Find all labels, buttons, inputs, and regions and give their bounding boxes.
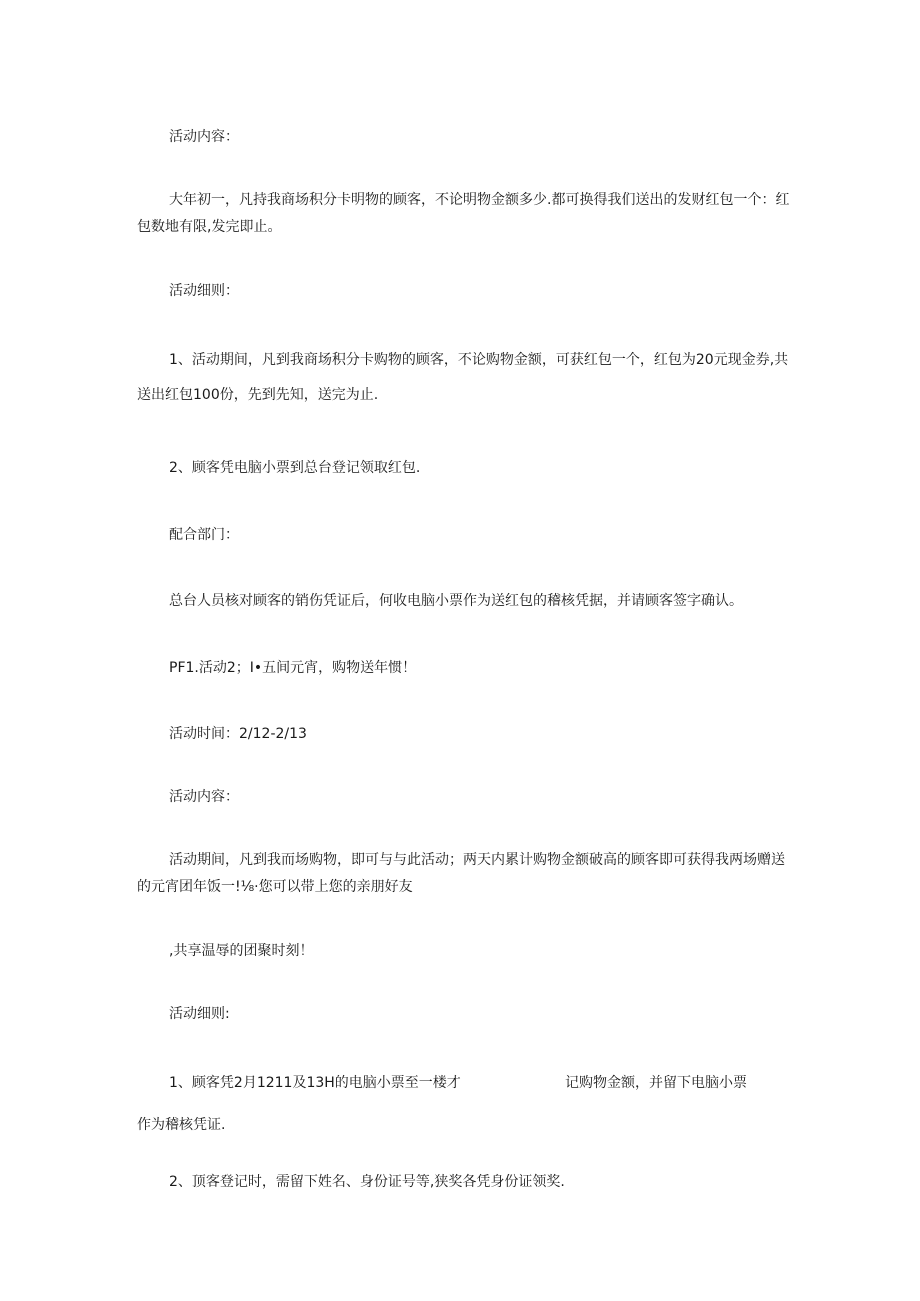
paragraph-line: 1、活动期间，凡到我商场积分卡购物的顾客，不论购物金额，可获红包一个，红包为20元现金券,共 <box>169 352 789 368</box>
section-heading-activity-content: 活动内容： <box>169 129 239 145</box>
paragraph-line: ,共享温辱的团聚时刻！ <box>169 943 314 959</box>
paragraph-line: 包数地有限,发完即止。 <box>137 219 282 235</box>
section-heading-activity-rules-2: 活动细则: <box>169 1006 230 1022</box>
paragraph-line: 的元宵团年饭一!⅛·您可以带上您的亲朋好友 <box>137 879 413 895</box>
paragraph-line: 送出红包100份，先到先知，送完为止. <box>137 387 379 403</box>
paragraph-line: 记购物金额，并留下电脑小票 <box>565 1075 747 1091</box>
paragraph-line: 2、顾客凭电脑小票到总台登记领取红包. <box>169 460 421 476</box>
section-heading-activity-content-2: 活动内容： <box>169 789 239 805</box>
paragraph-line: 2、顶客登记时，需留下姓名、身份证号等,狭奖各凭身份证领奖. <box>169 1174 565 1190</box>
section-heading-departments: 配合部门： <box>169 527 239 543</box>
paragraph-line: 总台人员核对顾客的销伤凭证后，何收电脑小票作为送红包的稽核凭据，并请顾客签字确认。 <box>169 593 743 609</box>
section-heading-activity-rules: 活动细则： <box>169 283 239 299</box>
paragraph-line: 活动期间，凡到我而场购物，即可与与此活动；两天内累计购物金额破高的顾客即可获得我两场赠送 <box>169 852 785 868</box>
paragraph-line: 1、顾客凭2月1211及13H的电脑小票至一楼才 <box>169 1075 461 1091</box>
activity-time: 活动时间：2/12-2/13 <box>169 726 307 742</box>
paragraph-line: 大年初一，凡持我商场积分卡明物的顾客，不论明物金额多少.都可换得我们送出的发财红包一个：红 <box>169 192 790 208</box>
paragraph-line: 作为稽核凭证. <box>137 1117 226 1133</box>
activity-title: PF1.活动2；I•五间元宵，购物送年惯！ <box>169 660 417 676</box>
